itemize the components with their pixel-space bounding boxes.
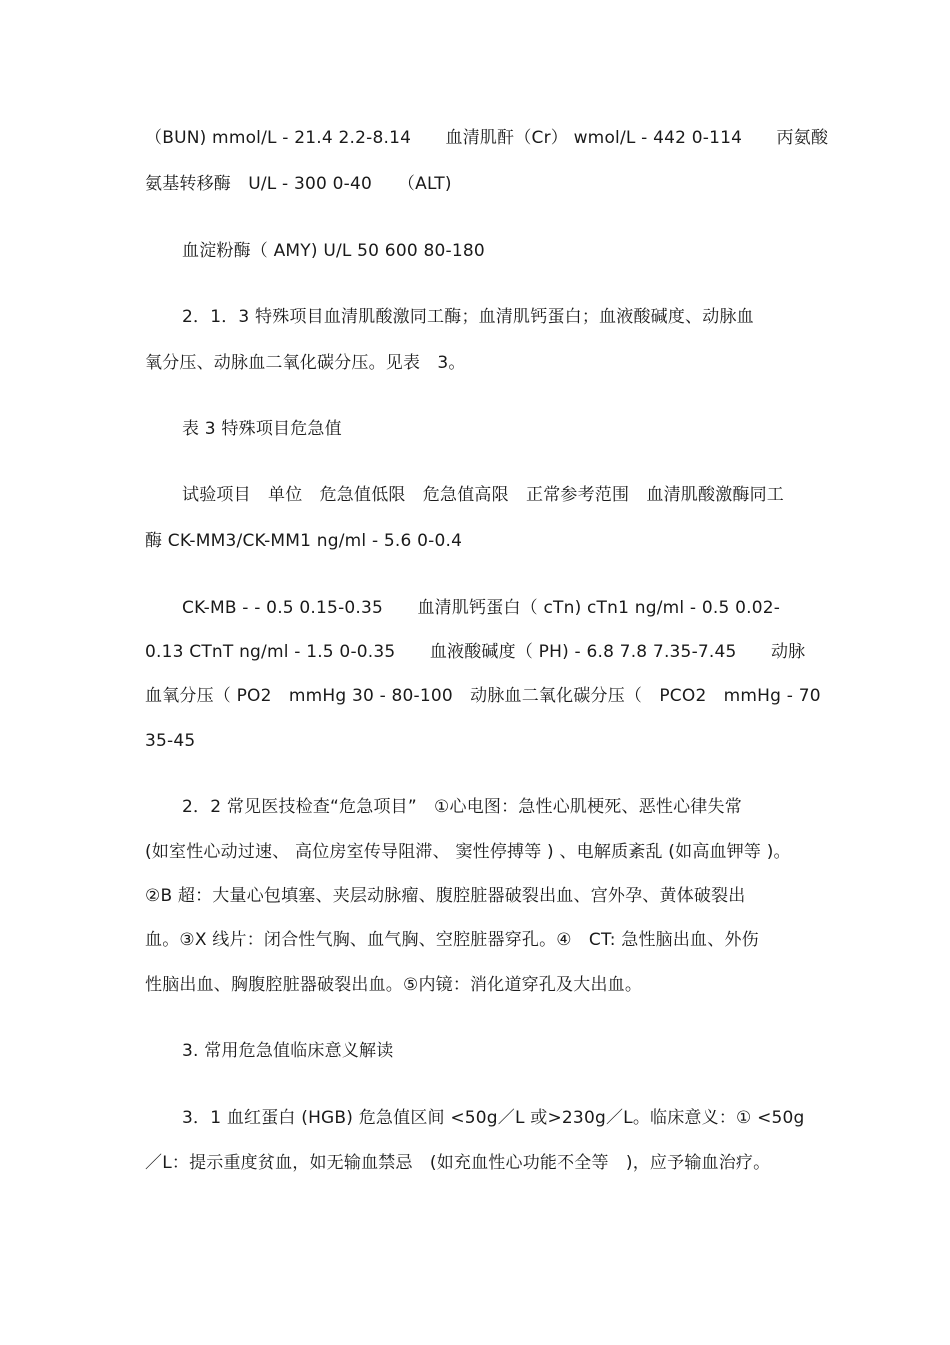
- table-3-row-ck-mm: 酶 CK-MM3/CK-MM1 ng/ml - 5.6 0-0.4: [145, 531, 463, 551]
- text-line-alt: 氨基转移酶 U/L - 300 0-40 （ALT): [145, 174, 452, 194]
- text-line-ecg-detail: (如室性心动过速、 高位房室传导阻滞、 窦性停搏等 ) 、电解质紊乱 (如高血钾等 )。: [145, 842, 791, 862]
- table-3-row-ctnt: 0.13 CTnT ng/ml - 1.5 0-0.35 血液酸碱度（ PH) - 6.8 7.8 7.35-7.45 动脉: [145, 642, 806, 662]
- section-3-heading: 3. 常用危急值临床意义解读: [182, 1041, 394, 1061]
- table-3-row-ck-mb: CK-MB - - 0.5 0.15-0.35 血清肌钙蛋白（ cTn) cTn1 ng/ml - 0.5 0.02-: [182, 598, 781, 618]
- table-3-row-po2: 血氧分压（ PO2 mmHg 30 - 80-100 动脉血二氧化碳分压（ PCO2 mmHg - 70: [145, 686, 821, 706]
- text-line-bun: （BUN) mmol/L - 21.4 2.2-8.14 血清肌酐（Cr） wmol/L - 442 0-114 丙氨酸: [145, 128, 829, 148]
- text-line-section-3-1-cont: ／L：提示重度贫血，如无输血禁忌 (如充血性心功能不全等 )，应予输血治疗。: [145, 1153, 771, 1173]
- text-line-xray-ct: 血。③X 线片：闭合性气胸、血气胸、空腔脏器穿孔。④ CT: 急性脑出血、外伤: [145, 930, 759, 950]
- table-3-title: 表 3 特殊项目危急值: [182, 419, 342, 439]
- text-line-section-2-1-3: 2．1．3 特殊项目血清肌酸激同工酶；血清肌钙蛋白；血液酸碱度、动脉血: [182, 307, 754, 327]
- table-3-header: 试验项目 单位 危急值低限 危急值高限 正常参考范围 血清肌酸激酶同工: [182, 485, 784, 505]
- text-line-ultrasound: ②B 超：大量心包填塞、夹层动脉瘤、腹腔脏器破裂出血、宫外孕、黄体破裂出: [145, 886, 746, 906]
- text-line-section-3-1: 3．1 血红蛋白 (HGB) 危急值区间 <50g／L 或>230g／L。临床意义：① <50g: [182, 1108, 805, 1128]
- table-3-row-pco2-range: 35-45: [145, 731, 196, 751]
- text-line-endoscopy: 性脑出血、胸腹腔脏器破裂出血。⑤内镜：消化道穿孔及大出血。: [145, 975, 643, 995]
- text-line-section-2-2: 2．2 常见医技检查“危急项目” ①心电图：急性心肌梗死、恶性心律失常: [182, 797, 742, 817]
- text-line-section-2-1-3-cont: 氧分压、动脉血二氧化碳分压。见表 3。: [145, 353, 466, 373]
- text-line-amylase: 血淀粉酶（ AMY) U/L 50 600 80-180: [182, 241, 485, 261]
